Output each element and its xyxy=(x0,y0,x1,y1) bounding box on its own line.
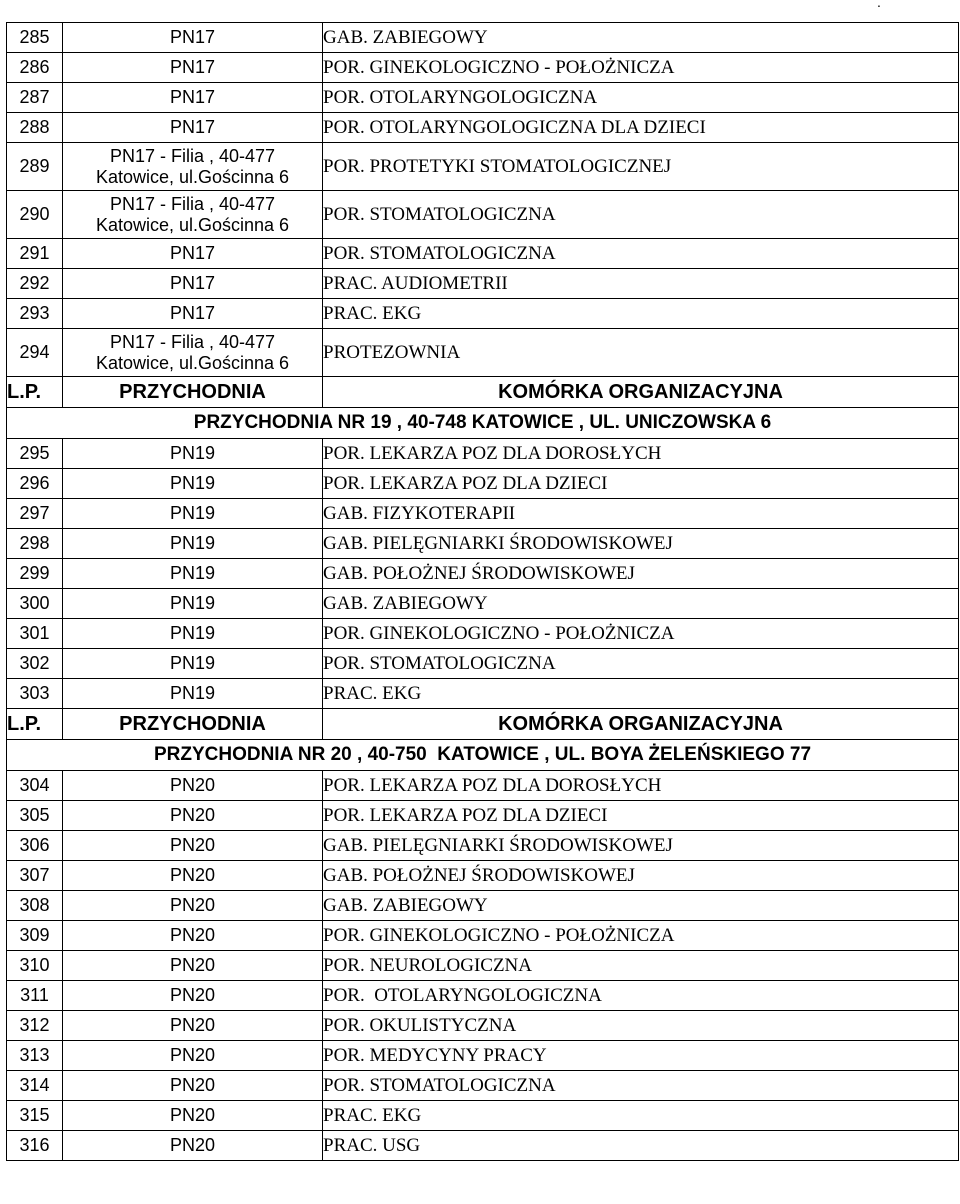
table-row xyxy=(7,679,959,709)
clinic-code: PN17 xyxy=(63,239,323,269)
column-header-row xyxy=(7,377,959,408)
row-number: 287 xyxy=(7,83,63,113)
clinic-code: PN20 xyxy=(63,1041,323,1071)
clinic-code-line2: Katowice, ul.Gościnna 6 xyxy=(95,214,290,235)
table-row xyxy=(7,589,959,619)
unit-name: GAB. POŁOŻNEJ ŚRODOWISKOWEJ xyxy=(323,559,959,589)
unit-name: POR. STOMATOLOGICZNA xyxy=(323,1071,959,1101)
clinic-code: PN19 xyxy=(63,439,323,469)
row-number: 286 xyxy=(7,53,63,83)
row-number: 296 xyxy=(7,469,63,499)
unit-name: PROTEZOWNIA xyxy=(323,329,959,377)
row-number: 313 xyxy=(7,1041,63,1071)
section-row-pn19 xyxy=(7,408,959,439)
row-number: 297 xyxy=(7,499,63,529)
table-row xyxy=(7,529,959,559)
clinic-code: PN20 xyxy=(63,771,323,801)
table-row xyxy=(7,299,959,329)
row-number: 294 xyxy=(7,329,63,377)
clinic-code: PN17 xyxy=(63,299,323,329)
header-clinic: PRZYCHODNIA xyxy=(63,377,323,408)
unit-name: GAB. ZABIEGOWY xyxy=(323,23,959,53)
table-row xyxy=(7,1101,959,1131)
row-number: 315 xyxy=(7,1101,63,1131)
table-row xyxy=(7,891,959,921)
table-row xyxy=(7,239,959,269)
unit-name: POR. GINEKOLOGICZNO - POŁOŻNICZA xyxy=(323,921,959,951)
clinic-code-line1: PN17 - Filia , 40-477 xyxy=(109,193,276,214)
table-row xyxy=(7,951,959,981)
clinic-code: PN20 xyxy=(63,891,323,921)
table-row xyxy=(7,801,959,831)
clinic-code: PN20 xyxy=(63,801,323,831)
clinic-code: PN19 xyxy=(63,529,323,559)
row-number: 305 xyxy=(7,801,63,831)
unit-name: POR. LEKARZA POZ DLA DOROSŁYCH xyxy=(323,771,959,801)
table-row xyxy=(7,619,959,649)
row-number: 301 xyxy=(7,619,63,649)
row-number: 306 xyxy=(7,831,63,861)
unit-name: POR. STOMATOLOGICZNA xyxy=(323,191,959,239)
row-number: 300 xyxy=(7,589,63,619)
table-row xyxy=(7,981,959,1011)
clinic-code: PN20 xyxy=(63,1131,323,1161)
clinic-code: PN19 xyxy=(63,649,323,679)
unit-name: POR. LEKARZA POZ DLA DOROSŁYCH xyxy=(323,439,959,469)
table-row xyxy=(7,113,959,143)
row-number: 285 xyxy=(7,23,63,53)
unit-name: POR. STOMATOLOGICZNA xyxy=(323,649,959,679)
table-row xyxy=(7,861,959,891)
clinic-code: PN19 xyxy=(63,469,323,499)
table-row xyxy=(7,23,959,53)
column-header-row xyxy=(7,709,959,740)
table-row xyxy=(7,1041,959,1071)
unit-name: PRAC. USG xyxy=(323,1131,959,1161)
row-number: 307 xyxy=(7,861,63,891)
clinic-code xyxy=(63,191,323,239)
row-number: 316 xyxy=(7,1131,63,1161)
row-number: 291 xyxy=(7,239,63,269)
header-unit: KOMÓRKA ORGANIZACYJNA xyxy=(323,709,959,740)
header-clinic: PRZYCHODNIA xyxy=(63,709,323,740)
clinic-code-line2: Katowice, ul.Gościnna 6 xyxy=(95,352,290,373)
unit-name: POR. GINEKOLOGICZNO - POŁOŻNICZA xyxy=(323,619,959,649)
row-number: 308 xyxy=(7,891,63,921)
clinic-code-line1: PN17 - Filia , 40-477 xyxy=(109,331,276,352)
unit-name: PRAC. EKG xyxy=(323,299,959,329)
unit-name: POR. MEDYCYNY PRACY xyxy=(323,1041,959,1071)
table-row xyxy=(7,499,959,529)
unit-name: GAB. PIELĘGNIARKI ŚRODOWISKOWEJ xyxy=(323,831,959,861)
section-title: PRZYCHODNIA NR 19 , 40-748 KATOWICE , UL. UNICZOWSKA 6 xyxy=(7,408,959,439)
table-row xyxy=(7,469,959,499)
section-row-pn20 xyxy=(7,740,959,771)
clinic-code: PN17 xyxy=(63,269,323,299)
unit-name: POR. NEUROLOGICZNA xyxy=(323,951,959,981)
unit-name: POR. OKULISTYCZNA xyxy=(323,1011,959,1041)
table-row xyxy=(7,649,959,679)
table-row xyxy=(7,191,959,239)
clinic-code: PN20 xyxy=(63,1011,323,1041)
unit-name: GAB. ZABIEGOWY xyxy=(323,589,959,619)
clinic-code: PN20 xyxy=(63,861,323,891)
clinic-code: PN19 xyxy=(63,679,323,709)
unit-name: PRAC. EKG xyxy=(323,679,959,709)
unit-name: POR. OTOLARYNGOLOGICZNA DLA DZIECI xyxy=(323,113,959,143)
row-number: 303 xyxy=(7,679,63,709)
table-row xyxy=(7,831,959,861)
clinic-code: PN17 xyxy=(63,83,323,113)
row-number: 299 xyxy=(7,559,63,589)
clinic-code: PN19 xyxy=(63,499,323,529)
unit-name: POR. OTOLARYNGOLOGICZNA xyxy=(323,981,959,1011)
clinic-code: PN20 xyxy=(63,831,323,861)
clinic-code: PN20 xyxy=(63,1101,323,1131)
table-row xyxy=(7,53,959,83)
row-number: 309 xyxy=(7,921,63,951)
row-number: 311 xyxy=(7,981,63,1011)
unit-name: POR. PROTETYKI STOMATOLOGICZNEJ xyxy=(323,143,959,191)
row-number: 312 xyxy=(7,1011,63,1041)
row-number: 310 xyxy=(7,951,63,981)
unit-name: PRAC. EKG xyxy=(323,1101,959,1131)
unit-name: GAB. POŁOŻNEJ ŚRODOWISKOWEJ xyxy=(323,861,959,891)
row-number: 295 xyxy=(7,439,63,469)
clinic-code: PN17 xyxy=(63,53,323,83)
table-row xyxy=(7,559,959,589)
table-row xyxy=(7,329,959,377)
clinic-units-table xyxy=(6,22,959,1161)
clinic-code-line2: Katowice, ul.Gościnna 6 xyxy=(95,166,290,187)
section-title: PRZYCHODNIA NR 20 , 40-750 KATOWICE , UL. BOYA ŻELEŃSKIEGO 77 xyxy=(7,740,959,771)
unit-name: POR. STOMATOLOGICZNA xyxy=(323,239,959,269)
clinic-code xyxy=(63,143,323,191)
clinic-code xyxy=(63,329,323,377)
unit-name: GAB. ZABIEGOWY xyxy=(323,891,959,921)
unit-name: POR. LEKARZA POZ DLA DZIECI xyxy=(323,469,959,499)
table-row xyxy=(7,83,959,113)
row-number: 292 xyxy=(7,269,63,299)
table-row xyxy=(7,439,959,469)
table-row xyxy=(7,1131,959,1161)
clinic-code: PN19 xyxy=(63,589,323,619)
clinic-code: PN17 xyxy=(63,113,323,143)
table-row xyxy=(7,143,959,191)
row-number: 304 xyxy=(7,771,63,801)
row-number: 293 xyxy=(7,299,63,329)
corner-mark: . xyxy=(877,0,881,10)
unit-name: POR. GINEKOLOGICZNO - POŁOŻNICZA xyxy=(323,53,959,83)
unit-name: PRAC. AUDIOMETRII xyxy=(323,269,959,299)
unit-name: GAB. PIELĘGNIARKI ŚRODOWISKOWEJ xyxy=(323,529,959,559)
clinic-code: PN19 xyxy=(63,559,323,589)
clinic-code: PN20 xyxy=(63,951,323,981)
row-number: 288 xyxy=(7,113,63,143)
clinic-code: PN20 xyxy=(63,1071,323,1101)
table-row xyxy=(7,1071,959,1101)
header-unit: KOMÓRKA ORGANIZACYJNA xyxy=(323,377,959,408)
row-number: 302 xyxy=(7,649,63,679)
header-lp: L.P. xyxy=(7,377,63,408)
row-number: 298 xyxy=(7,529,63,559)
table-row xyxy=(7,771,959,801)
unit-name: GAB. FIZYKOTERAPII xyxy=(323,499,959,529)
clinic-code-line1: PN17 - Filia , 40-477 xyxy=(109,145,276,166)
table-row xyxy=(7,921,959,951)
table-row xyxy=(7,1011,959,1041)
clinic-code: PN20 xyxy=(63,921,323,951)
row-number: 290 xyxy=(7,191,63,239)
header-lp: L.P. xyxy=(7,709,63,740)
table-row xyxy=(7,269,959,299)
row-number: 289 xyxy=(7,143,63,191)
unit-name: POR. LEKARZA POZ DLA DZIECI xyxy=(323,801,959,831)
row-number: 314 xyxy=(7,1071,63,1101)
clinic-code: PN20 xyxy=(63,981,323,1011)
unit-name: POR. OTOLARYNGOLOGICZNA xyxy=(323,83,959,113)
clinic-code: PN17 xyxy=(63,23,323,53)
clinic-code: PN19 xyxy=(63,619,323,649)
